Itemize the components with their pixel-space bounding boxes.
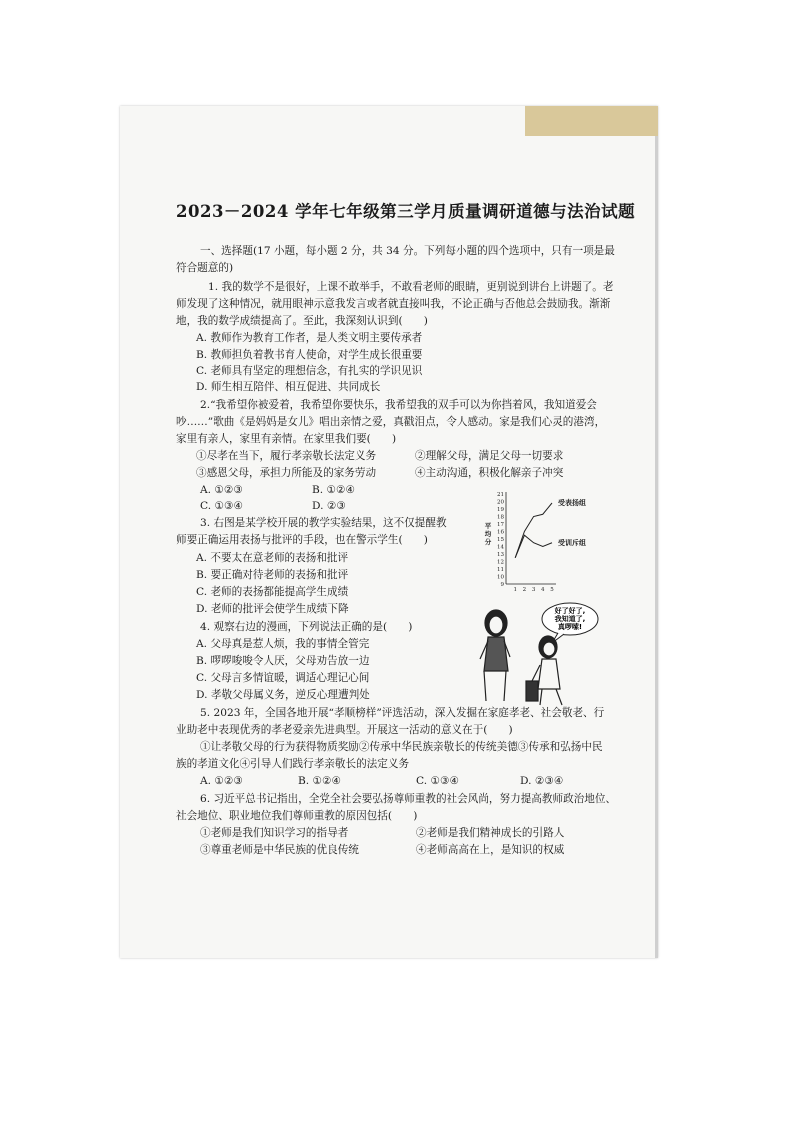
q5-option-b: B. ①②④ <box>298 775 342 787</box>
y-tick-label: 19 <box>497 507 504 513</box>
q5-statements: ①让孝敬父母的行为获得物质奖励②传承中华民族亲敬长的传统美德③传承和弘扬中民 <box>200 741 603 753</box>
q3-stem: 师要正确运用表扬与批评的手段，也在警示学生( ) <box>176 534 428 546</box>
section-heading: 一、选择题(17 小题，每小题 2 分，共 34 分。下列每小题的四个选项中，只有一项是最 <box>200 245 615 257</box>
q4-option-c: C. 父母言多情谊暖，调适心理记心间 <box>196 672 370 684</box>
y-tick-label: 12 <box>497 559 504 566</box>
series-line <box>515 503 552 558</box>
q1-option-d: D. 师生相互陪伴、相互促进、共同成长 <box>196 381 381 393</box>
y-tick-label: 21 <box>497 492 504 498</box>
q2-statement-1: ①尽孝在当下，履行孝亲敬长法定义务 <box>196 450 377 462</box>
y-tick-label: 16 <box>497 529 504 536</box>
q1-option-a: A. 教师作为教育工作者，是人类文明主要传承者 <box>196 332 423 344</box>
y-axis-label: 均 <box>484 530 492 538</box>
q2-statement-3: ③感恩父母，承担力所能及的家务劳动 <box>196 467 377 479</box>
series-label: 受训斥组 <box>558 537 586 547</box>
y-axis-label: 分 <box>484 538 492 546</box>
bubble-line-2: 我知道了, <box>554 615 586 623</box>
y-tick-label: 9 <box>500 582 504 588</box>
q5-stem: 业助老中表现优秀的孝老爱亲先进典型。开展这一活动的意义在于( ) <box>176 724 513 736</box>
q5-stem: 5. 2023 年，全国各地开展“孝顺榜样”评选活动，深入发掘在家庭孝老、社会敬老、行 <box>200 707 605 719</box>
q6-stem: 社会地位、职业地位我们尊师重教的原因包括( ) <box>176 810 418 822</box>
parent-child-cartoon <box>470 601 610 709</box>
q3-option-d: D. 老师的批评会使学生成绩下降 <box>196 603 349 615</box>
q4-stem: 4. 观察右边的漫画，下列说法正确的是( ) <box>200 621 413 633</box>
y-axis-label: 平 <box>484 522 492 530</box>
bubble-line-3: 真啰嗦! <box>557 623 583 631</box>
experiment-line-chart <box>480 488 610 598</box>
y-tick-label: 10 <box>497 574 504 581</box>
q2-statement-4: ④主动沟通，积极化解亲子冲突 <box>415 467 564 479</box>
bubble-line-1: 好了好了, <box>554 607 586 615</box>
q1-stem: 地，我的数学成绩提高了。至此，我深刻认识到( ) <box>176 315 428 327</box>
series-line <box>515 535 552 558</box>
y-tick-label: 18 <box>497 514 504 521</box>
q2-option-d: D. ②③ <box>312 500 346 512</box>
q6-statement-4: ④老师高高在上，是知识的权威 <box>416 844 565 856</box>
q5-option-a: A. ①②③ <box>200 775 243 787</box>
child-figure <box>526 636 562 705</box>
y-tick-label: 20 <box>497 499 504 506</box>
q6-statement-3: ③尊重老师是中华民族的优良传统 <box>200 844 359 856</box>
q1-stem: 1. 我的数学不是很好，上课不敢举手，不敢看老师的眼睛，更别说到讲台上讲题了。老 <box>208 281 614 293</box>
section-heading-cont: 符合题意的) <box>176 262 234 274</box>
x-tick-label: 1 <box>513 587 517 593</box>
series-label: 受表扬组 <box>558 498 586 507</box>
q2-stem: 2.“我希望你被爱着，我希望你要快乐，我希望我的双手可以为你挡着风，我知道爱会 <box>200 399 597 411</box>
y-tick-label: 11 <box>497 567 504 573</box>
desk-background <box>525 106 658 136</box>
q6-statement-1: ①老师是我们知识学习的指导者 <box>200 827 349 839</box>
q4-option-b: B. 啰啰唆唆令人厌，父母劝告放一边 <box>196 655 370 667</box>
x-tick-label: 5 <box>550 587 554 593</box>
q2-stem: 吵……”歌曲《是妈妈是女儿》唱出亲情之爱，真戳泪点，令人感动。家是我们心灵的港湾， <box>176 416 606 428</box>
q3-stem: 3. 右图是某学校开展的教学实验结果，这不仅提醒教 <box>200 517 447 529</box>
q2-option-a: A. ①②③ <box>200 484 243 496</box>
q1-stem: 师发现了这种情况，就用眼神示意我发言或者就直接叫我，不论正确与否他总会鼓励我。渐渐 <box>176 298 611 310</box>
mother-figure <box>480 610 510 701</box>
y-tick-label: 13 <box>497 552 504 558</box>
q5-option-d: D. ②③④ <box>520 775 564 787</box>
exam-sheet <box>120 106 658 958</box>
x-tick-label: 2 <box>522 587 527 593</box>
q4-option-a: A. 父母真是惹人烦，我的事情全管完 <box>196 638 370 650</box>
x-tick-label: 3 <box>531 587 536 593</box>
q1-option-c: C. 老师具有坚定的理想信念，有扎实的学识见识 <box>196 365 423 377</box>
q2-option-c: C. ①③④ <box>200 500 243 512</box>
paper-edge <box>655 136 658 958</box>
q1-option-b: B. 教师担负着教书育人使命，对学生成长很重要 <box>196 349 423 361</box>
q3-option-b: B. 要正确对待老师的表扬和批评 <box>196 569 349 581</box>
q6-statement-2: ②老师是我们精神成长的引路人 <box>416 827 565 839</box>
q3-option-a: A. 不要太在意老师的表扬和批评 <box>196 552 349 564</box>
q2-statement-2: ②理解父母，满足父母一切要求 <box>415 450 564 462</box>
exam-title: 2023－2024 学年七年级第三学月质量调研道德与法治试题 <box>176 202 636 221</box>
y-tick-label: 15 <box>497 537 504 543</box>
x-tick-label: 4 <box>541 587 545 593</box>
q5-option-c: C. ①③④ <box>416 775 459 787</box>
y-tick-label: 17 <box>497 522 504 528</box>
q2-stem: 家里有亲人，家里有亲情。在家里我们要( ) <box>176 433 397 445</box>
q2-option-b: B. ①②④ <box>312 484 356 496</box>
q3-option-c: C. 老师的表扬都能提高学生成绩 <box>196 586 349 598</box>
q4-option-d: D. 孝敬父母属义务，逆反心理遭判处 <box>196 689 370 701</box>
y-tick-label: 14 <box>497 544 504 551</box>
q6-stem: 6. 习近平总书记指出，全党全社会要弘扬尊师重教的社会风尚，努力提高教师政治地位、 <box>200 793 617 805</box>
q5-statements: 族的孝道文化④引导人们践行孝亲敬长的法定义务 <box>176 758 410 770</box>
